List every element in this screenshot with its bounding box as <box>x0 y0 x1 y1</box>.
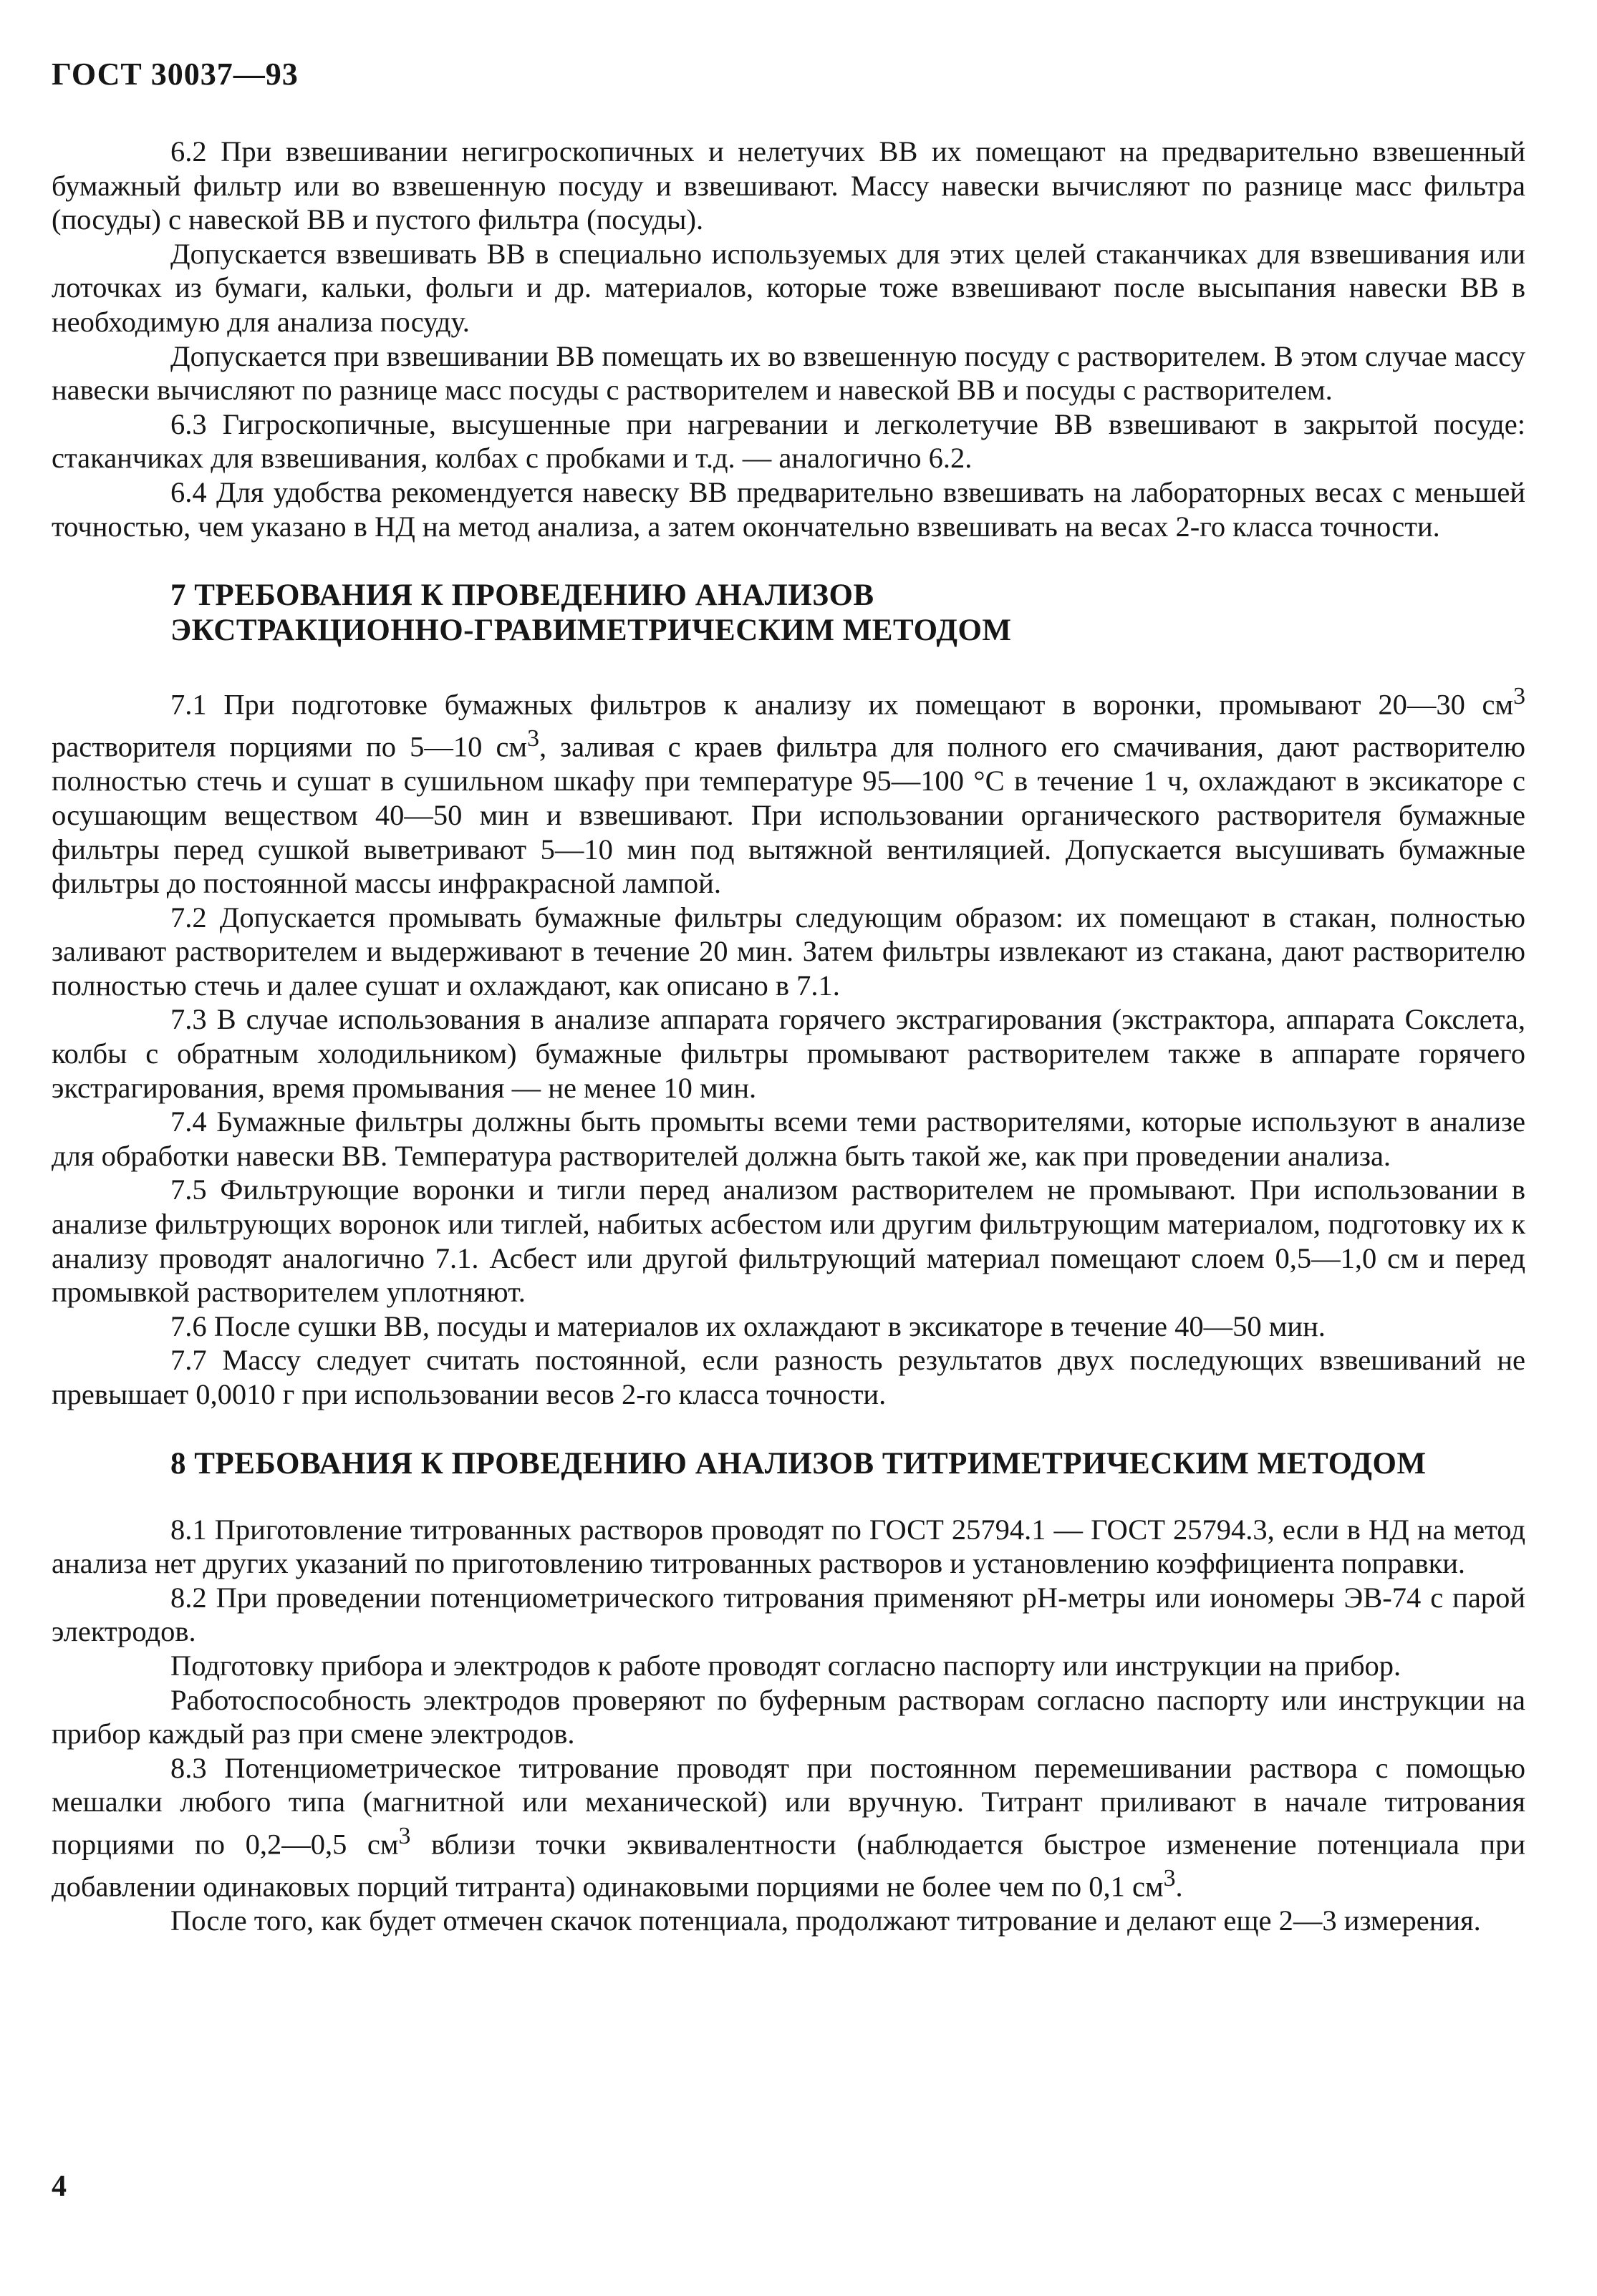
paragraph-8-3-part-c: . <box>1175 1870 1183 1903</box>
paragraph-6-4: 6.4 Для удобства рекомендуется навеску ВВ предварительно взвешивать на лабораторных весах с меньшей точностью, чем указано в НД на метод анализа, а затем окончательно взвешивать на весах 2-го класса точности. <box>52 475 1525 543</box>
paragraph-7-2: 7.2 Допускается промывать бумажные фильтры следующим образом: их помещают в стакан, полностью заливают растворителем и выдерживают в течение 20 мин. Затем фильтры извлекают из стакана, дают растворителю полностью стечь и далее сушат и охлаждают, как описано в 7.1. <box>52 901 1525 1002</box>
paragraph-7-1-part-c: , заливая с краев фильтра для полного его смачивания, дают растворителю полностью стечь и сушат в сушильном шкафу при температуре 95—100 °С в течение 1 ч, охлаждают в эксикаторе с осушающим веществом 40—50 мин и взвешивают. При использовании органического растворителя бумажные фильтры перед сушкой выветривают 5—10 мин под вытяжной вентиляцией. Допускается высушивать бумажные фильтры до постоянной массы инфракрасной лампой. <box>52 730 1525 900</box>
paragraph-8-3 <box>52 1751 1525 1904</box>
paragraph-7-6: 7.6 После сушки ВВ, посуды и материалов их охлаждают в эксикаторе в течение 40—50 мин. <box>170 1309 1326 1342</box>
superscript-cubic-1: 3 <box>1513 683 1525 710</box>
paragraph-7-3: 7.3 В случае использования в анализе аппарата горячего экстрагирования (экстрактора, аппарата Сокслета, колбы с обратным холодильником) бумажные фильтры промывают растворителем также в аппарате горячего экстрагирования, время промывания — не менее 10 мин. <box>52 1003 1525 1104</box>
paragraph-8-3-b: После того, как будет отмечен скачок потенциала, продолжают титрование и делают еще 2—3 измерения. <box>170 1904 1481 1937</box>
paragraph-7-1-part-b: растворителя порциями по 5—10 см <box>52 730 528 763</box>
paragraph-7-4: 7.4 Бумажные фильтры должны быть промыты всеми теми растворителями, которые используют в анализе для обработки навески ВВ. Температура растворителей должна быть такой же, как при проведении анализа. <box>52 1105 1525 1172</box>
document-header-title: ГОСТ 30037—93 <box>52 57 299 92</box>
section-8-heading: 8 ТРЕБОВАНИЯ К ПРОВЕДЕНИЮ АНАЛИЗОВ ТИТРИМЕТРИЧЕСКИМ МЕТОДОМ <box>170 1446 1427 1481</box>
superscript-cubic-4: 3 <box>1163 1865 1176 1892</box>
paragraph-6-3: 6.3 Гигроскопичные, высушенные при нагревании и легколетучие ВВ взвешивают в закрытой посуде: стаканчиках для взвешивания, колбах с пробками и т.д. — аналогично 6.2. <box>52 407 1525 475</box>
paragraph-8-3-part-a: 8.3 Потенциометрическое титрование проводят при постоянном перемешивании раствора с помощью мешалки любого типа (магнитной или механической) или вручную. Титрант приливают в начале титрования порциями по 0,2—0,5 см <box>52 1751 1525 1861</box>
paragraph-7-7: 7.7 Массу следует считать постоянной, если разность результатов двух последующих взвешиваний не превышает 0,0010 г при использовании весов 2-го класса точности. <box>52 1344 1525 1410</box>
superscript-cubic-3: 3 <box>398 1822 411 1849</box>
paragraph-8-2-b: Подготовку прибора и электродов к работе проводят согласно паспорту или инструкции на прибор. <box>170 1649 1401 1682</box>
paragraph-8-1: 8.1 Приготовление титрованных растворов проводят по ГОСТ 25794.1 — ГОСТ 25794.3, если в НД на метод анализа нет других указаний по приготовлению титрованных растворов и установлению коэффициента поправки. <box>52 1513 1525 1580</box>
paragraph-8-2-c: Работоспособность электродов проверяют по буферным растворам согласно паспорту или инструкции на прибор каждый раз при смене электродов. <box>52 1683 1525 1750</box>
paragraph-6-2-b: Допускается взвешивать ВВ в специально используемых для этих целей стаканчиках для взвешивания или лоточках из бумаги, кальки, фольги и др. материалов, которые тоже взвешивают после высыпания навески ВВ в необходимую для анализа посуду. <box>52 237 1525 338</box>
section-7-heading <box>52 578 1525 648</box>
paragraph-8-2: 8.2 При проведении потенциометрического титрования применяют рН-метры или иономеры ЭВ-74 с парой электродов. <box>52 1581 1525 1648</box>
section-7-heading-line-2: ЭКСТРАКЦИОННО-ГРАВИМЕТРИЧЕСКИМ МЕТОДОМ <box>170 614 1012 648</box>
paragraph-7-1 <box>52 679 1525 901</box>
section-7-heading-line-1: 7 ТРЕБОВАНИЯ К ПРОВЕДЕНИЮ АНАЛИЗОВ <box>170 578 874 613</box>
paragraph-7-5: 7.5 Фильтрующие воронки и тигли перед анализом растворителем не промывают. При использовании в анализе фильтрующих воронок или тиглей, набитых асбестом или другим фильтрующим материалом, подготовку их к анализу проводят аналогично 7.1. Асбест или другой фильтрующий материал помещают слоем 0,5—1,0 см и перед промывкой растворителем уплотняют. <box>52 1173 1525 1309</box>
page-number: 4 <box>52 2170 67 2203</box>
paragraph-8-3-part-b: вблизи точки эквивалентности (наблюдается быстрое изменение потенциала при добавлении одинаковых порций титранта) одинаковыми порциями не более чем по 0,1 см <box>52 1828 1526 1903</box>
paragraph-6-2: 6.2 При взвешивании негигроскопичных и нелетучих ВВ их помещают на предварительно взвешенный бумажный фильтр или во взвешенную посуду и взвешивают. Массу навески вычисляют по разнице масс фильтра (посуды) с навеской ВВ и пустого фильтра (посуды). <box>52 135 1525 236</box>
paragraph-6-2-c: Допускается при взвешивании ВВ помещать их во взвешенную посуду с растворителем. В этом случае массу навески вычисляют по разнице масс посуды с растворителем и навеской ВВ и посуды с растворителем. <box>52 339 1525 407</box>
document-body <box>52 135 1525 1938</box>
paragraph-7-1-part-a: 7.1 При подготовке бумажных фильтров к анализу их помещают в воронки, промывают 20—30 см <box>170 688 1514 721</box>
superscript-cubic-2: 3 <box>527 725 539 752</box>
